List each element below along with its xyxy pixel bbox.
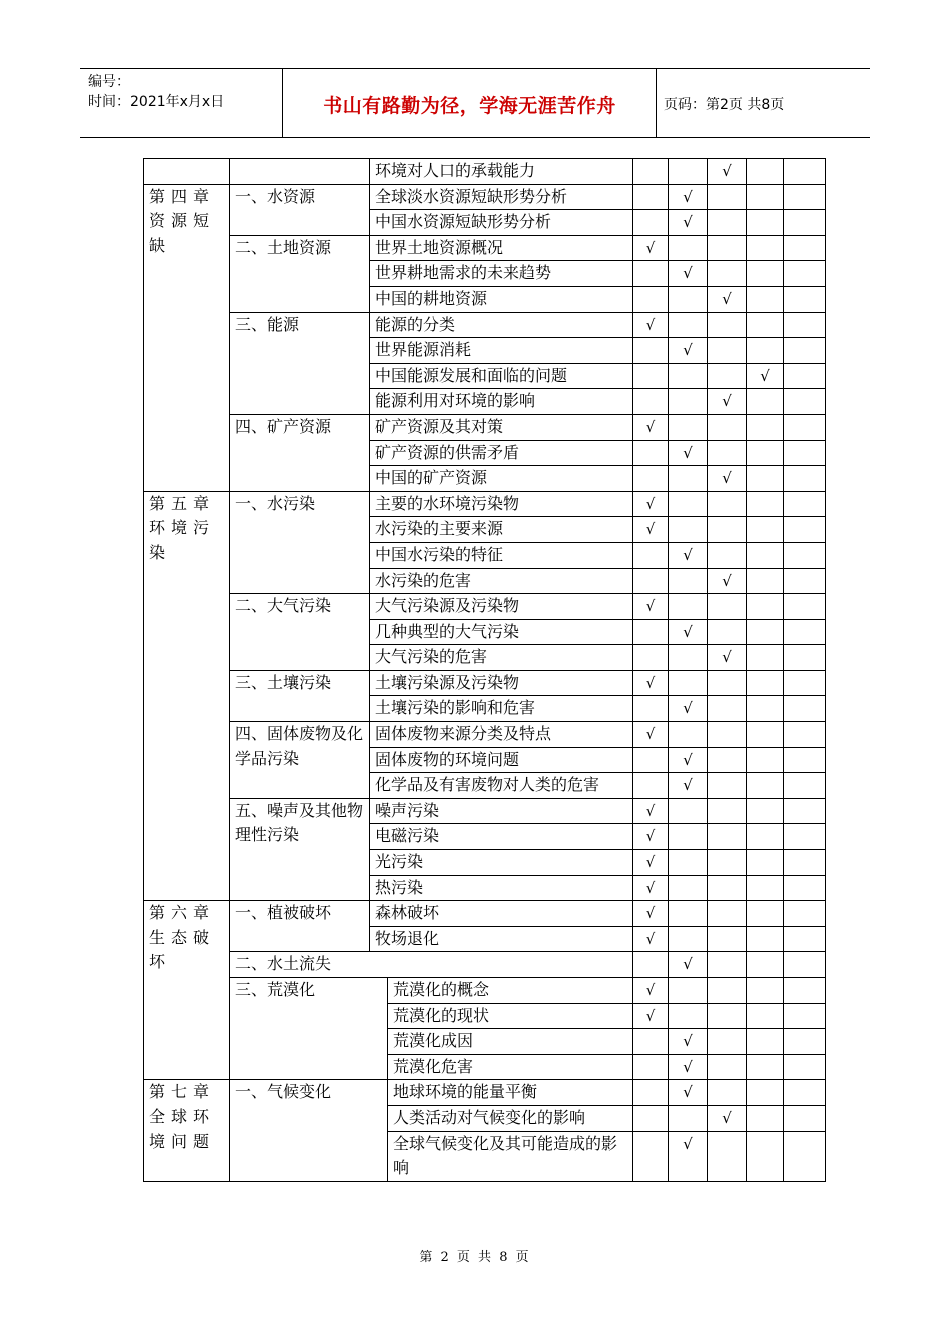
mark-cell: [633, 1029, 669, 1055]
topic-cell: 世界耕地需求的未来趋势: [370, 261, 633, 287]
topic-cell: 森林破坏: [370, 901, 633, 927]
topic-cell: 矿产资源及其对策: [370, 414, 633, 440]
mark-cell: [708, 235, 747, 261]
mark-cell: √: [669, 210, 708, 236]
mark-cell: [747, 235, 784, 261]
mark-cell: [747, 159, 784, 185]
mark-cell: [747, 645, 784, 671]
mark-cell: [784, 824, 826, 850]
mark-cell: [784, 645, 826, 671]
mark-cell: [747, 210, 784, 236]
header-meta: [80, 69, 289, 137]
header-page-info: [656, 69, 870, 137]
section-cell: 二、水土流失: [230, 952, 633, 978]
topic-cell: 中国的矿产资源: [370, 466, 633, 492]
mark-cell: [633, 696, 669, 722]
topic-cell: 中国水资源短缺形势分析: [370, 210, 633, 236]
mark-cell: √: [633, 670, 669, 696]
mark-cell: [669, 1105, 708, 1131]
mark-cell: [747, 261, 784, 287]
mark-cell: [708, 491, 747, 517]
mark-cell: √: [669, 261, 708, 287]
section-cell: 一、气候变化: [230, 1080, 388, 1181]
topic-cell: 中国能源发展和面临的问题: [370, 363, 633, 389]
time-label: 时间：2021年x月x日: [88, 94, 225, 110]
mark-cell: [633, 466, 669, 492]
page-info-text: 页码：第2页 共8页: [664, 97, 785, 113]
mark-cell: [669, 824, 708, 850]
mark-cell: [784, 798, 826, 824]
topic-cell: 光污染: [370, 850, 633, 876]
mark-cell: √: [669, 773, 708, 799]
mark-cell: [784, 926, 826, 952]
mark-cell: [633, 261, 669, 287]
mark-cell: [633, 389, 669, 415]
mark-cell: [669, 926, 708, 952]
mark-cell: [747, 619, 784, 645]
table-row: [144, 235, 826, 261]
mark-cell: [669, 670, 708, 696]
mark-cell: [708, 798, 747, 824]
mark-cell: √: [708, 1105, 747, 1131]
mark-cell: √: [633, 722, 669, 748]
mark-cell: [784, 286, 826, 312]
chapter-cell: 第四章资源短缺: [144, 184, 230, 491]
mark-cell: √: [633, 926, 669, 952]
mark-cell: [784, 875, 826, 901]
syllabus-table: [143, 158, 826, 1182]
mark-cell: [784, 850, 826, 876]
mark-cell: [633, 159, 669, 185]
mark-cell: [633, 1080, 669, 1106]
section-cell: [230, 159, 370, 185]
mark-cell: [747, 926, 784, 952]
mark-cell: [784, 491, 826, 517]
section-cell: 一、水资源: [230, 184, 370, 235]
topic-cell: 全球气候变化及其可能造成的影响: [388, 1131, 633, 1181]
mark-cell: [669, 235, 708, 261]
mark-cell: [669, 414, 708, 440]
mark-cell: [747, 901, 784, 927]
topic-cell: 荒漠化成因: [388, 1029, 633, 1055]
chapter-cell: 第七章全球环境问题: [144, 1080, 230, 1181]
mark-cell: [633, 1054, 669, 1080]
mark-cell: [633, 363, 669, 389]
mark-cell: [747, 338, 784, 364]
mark-cell: [747, 824, 784, 850]
topic-cell: 全球淡水资源短缺形势分析: [370, 184, 633, 210]
mark-cell: [747, 414, 784, 440]
mark-cell: [669, 517, 708, 543]
mark-cell: [633, 773, 669, 799]
table-row: [144, 978, 826, 1004]
mark-cell: [784, 363, 826, 389]
mark-cell: [708, 261, 747, 287]
mark-cell: [784, 773, 826, 799]
mark-cell: √: [633, 824, 669, 850]
mark-cell: [669, 645, 708, 671]
topic-cell: 电磁污染: [370, 824, 633, 850]
mark-cell: [633, 568, 669, 594]
mark-cell: [708, 1003, 747, 1029]
topic-cell: 水污染的主要来源: [370, 517, 633, 543]
topic-cell: 荒漠化危害: [388, 1054, 633, 1080]
mark-cell: [747, 568, 784, 594]
mark-cell: [633, 440, 669, 466]
mark-cell: [784, 159, 826, 185]
mark-cell: √: [708, 466, 747, 492]
mark-cell: [784, 389, 826, 415]
mark-cell: √: [669, 440, 708, 466]
mark-cell: √: [669, 747, 708, 773]
section-cell: 三、土壤污染: [230, 670, 370, 721]
topic-cell: 热污染: [370, 875, 633, 901]
mark-cell: [747, 773, 784, 799]
mark-cell: [747, 1054, 784, 1080]
mark-cell: [633, 286, 669, 312]
mark-cell: [784, 1054, 826, 1080]
mark-cell: [669, 978, 708, 1004]
mark-cell: [784, 1131, 826, 1181]
topic-cell: 矿产资源的供需矛盾: [370, 440, 633, 466]
chapter-cell: [144, 159, 230, 185]
mark-cell: √: [633, 1003, 669, 1029]
section-cell: 二、大气污染: [230, 594, 370, 671]
mark-cell: [747, 1029, 784, 1055]
table-row: [144, 491, 826, 517]
mark-cell: [708, 594, 747, 620]
topic-cell: 牧场退化: [370, 926, 633, 952]
mark-cell: [669, 159, 708, 185]
mark-cell: [747, 466, 784, 492]
mark-cell: √: [633, 978, 669, 1004]
mark-cell: [633, 1105, 669, 1131]
mark-cell: [633, 184, 669, 210]
mark-cell: [747, 850, 784, 876]
topic-cell: 地球环境的能量平衡: [388, 1080, 633, 1106]
mark-cell: [708, 210, 747, 236]
mark-cell: [747, 696, 784, 722]
mark-cell: [708, 363, 747, 389]
table-row: [144, 159, 826, 185]
mark-cell: √: [633, 875, 669, 901]
mark-cell: [708, 875, 747, 901]
mark-cell: [708, 850, 747, 876]
mark-cell: [669, 363, 708, 389]
mark-cell: [669, 286, 708, 312]
mark-cell: [747, 491, 784, 517]
mark-cell: [747, 670, 784, 696]
mark-cell: [708, 312, 747, 338]
mark-cell: [708, 670, 747, 696]
topic-cell: 中国的耕地资源: [370, 286, 633, 312]
mark-cell: [633, 210, 669, 236]
section-cell: 二、土地资源: [230, 235, 370, 312]
mark-cell: [708, 824, 747, 850]
topic-cell: 环境对人口的承载能力: [370, 159, 633, 185]
topic-cell: 土壤污染的影响和危害: [370, 696, 633, 722]
mark-cell: [784, 670, 826, 696]
mark-cell: [784, 542, 826, 568]
mark-cell: [747, 875, 784, 901]
mark-cell: [784, 312, 826, 338]
mark-cell: [633, 1131, 669, 1181]
mark-cell: [633, 747, 669, 773]
mark-cell: [669, 722, 708, 748]
mark-cell: [784, 184, 826, 210]
mark-cell: [784, 696, 826, 722]
page-footer: 第 2 页 共 8 页: [419, 1250, 531, 1265]
mark-cell: [784, 235, 826, 261]
mark-cell: [747, 286, 784, 312]
mark-cell: [708, 978, 747, 1004]
mark-cell: [784, 414, 826, 440]
mark-cell: [708, 747, 747, 773]
page-header: [80, 68, 870, 138]
number-label: 编号：: [88, 74, 130, 90]
mark-cell: [747, 542, 784, 568]
mark-cell: [669, 594, 708, 620]
mark-cell: [633, 619, 669, 645]
mark-cell: [633, 542, 669, 568]
section-cell: 一、水污染: [230, 491, 370, 593]
mark-cell: [708, 1131, 747, 1181]
mark-cell: [708, 1080, 747, 1106]
mark-cell: [669, 568, 708, 594]
mark-cell: √: [633, 414, 669, 440]
mark-cell: [747, 517, 784, 543]
mark-cell: [708, 722, 747, 748]
mark-cell: [708, 184, 747, 210]
mark-cell: √: [747, 363, 784, 389]
mark-cell: [633, 338, 669, 364]
mark-cell: √: [633, 517, 669, 543]
mark-cell: [708, 414, 747, 440]
mark-cell: [708, 1029, 747, 1055]
mark-cell: √: [708, 389, 747, 415]
table-row: [144, 798, 826, 824]
mark-cell: √: [708, 645, 747, 671]
mark-cell: [669, 1003, 708, 1029]
section-cell: 三、能源: [230, 312, 370, 414]
mark-cell: [708, 619, 747, 645]
topic-cell: 世界土地资源概况: [370, 235, 633, 261]
topic-cell: 土壤污染源及污染物: [370, 670, 633, 696]
mark-cell: [784, 978, 826, 1004]
topic-cell: 噪声污染: [370, 798, 633, 824]
mark-cell: [708, 1054, 747, 1080]
motto-text: 书山有路勤为径，学海无涯苦作舟: [323, 95, 616, 117]
mark-cell: [708, 696, 747, 722]
mark-cell: [669, 850, 708, 876]
mark-cell: [747, 1080, 784, 1106]
mark-cell: √: [633, 850, 669, 876]
mark-cell: [708, 901, 747, 927]
topic-cell: 固体废物来源分类及特点: [370, 722, 633, 748]
topic-cell: 化学品及有害废物对人类的危害: [370, 773, 633, 799]
mark-cell: [669, 901, 708, 927]
mark-cell: [784, 466, 826, 492]
table-row: [144, 901, 826, 927]
table-row: [144, 414, 826, 440]
table-row: [144, 952, 826, 978]
mark-cell: √: [669, 696, 708, 722]
mark-cell: [784, 1080, 826, 1106]
table-row: [144, 1080, 826, 1106]
mark-cell: [784, 440, 826, 466]
mark-cell: [747, 312, 784, 338]
mark-cell: √: [669, 184, 708, 210]
table-row: [144, 722, 826, 748]
mark-cell: [708, 926, 747, 952]
mark-cell: √: [633, 312, 669, 338]
mark-cell: [747, 1003, 784, 1029]
mark-cell: [747, 184, 784, 210]
mark-cell: √: [633, 594, 669, 620]
table-row: [144, 312, 826, 338]
mark-cell: √: [633, 235, 669, 261]
mark-cell: [747, 389, 784, 415]
mark-cell: [747, 1131, 784, 1181]
mark-cell: √: [669, 542, 708, 568]
topic-cell: 几种典型的大气污染: [370, 619, 633, 645]
mark-cell: [669, 798, 708, 824]
chapter-cell: 第六章生态破坏: [144, 901, 230, 1080]
mark-cell: [747, 747, 784, 773]
mark-cell: [669, 389, 708, 415]
mark-cell: [784, 901, 826, 927]
topic-cell: 大气污染源及污染物: [370, 594, 633, 620]
mark-cell: √: [669, 1080, 708, 1106]
topic-cell: 主要的水环境污染物: [370, 491, 633, 517]
table-row: [144, 670, 826, 696]
topic-cell: 人类活动对气候变化的影响: [388, 1105, 633, 1131]
mark-cell: √: [708, 286, 747, 312]
section-cell: 一、植被破坏: [230, 901, 370, 952]
mark-cell: [784, 619, 826, 645]
topic-cell: 荒漠化的现状: [388, 1003, 633, 1029]
mark-cell: [784, 210, 826, 236]
topic-cell: 世界能源消耗: [370, 338, 633, 364]
mark-cell: [669, 875, 708, 901]
mark-cell: [747, 440, 784, 466]
mark-cell: [708, 440, 747, 466]
mark-cell: √: [669, 1054, 708, 1080]
mark-cell: [784, 1003, 826, 1029]
mark-cell: [669, 466, 708, 492]
mark-cell: [669, 491, 708, 517]
topic-cell: 荒漠化的概念: [388, 978, 633, 1004]
chapter-cell: 第五章环境污染: [144, 491, 230, 901]
mark-cell: [708, 542, 747, 568]
mark-cell: √: [708, 568, 747, 594]
mark-cell: √: [669, 1029, 708, 1055]
mark-cell: [747, 952, 784, 978]
mark-cell: [708, 773, 747, 799]
mark-cell: √: [708, 159, 747, 185]
mark-cell: [784, 338, 826, 364]
mark-cell: [747, 798, 784, 824]
mark-cell: [708, 952, 747, 978]
mark-cell: √: [633, 491, 669, 517]
mark-cell: √: [669, 338, 708, 364]
mark-cell: [633, 645, 669, 671]
mark-cell: [633, 952, 669, 978]
mark-cell: [747, 978, 784, 1004]
topic-cell: 固体废物的环境问题: [370, 747, 633, 773]
mark-cell: [784, 261, 826, 287]
mark-cell: [708, 517, 747, 543]
table-row: [144, 594, 826, 620]
mark-cell: √: [633, 901, 669, 927]
mark-cell: [784, 952, 826, 978]
mark-cell: [784, 1105, 826, 1131]
section-cell: 三、荒漠化: [230, 978, 388, 1080]
mark-cell: [708, 338, 747, 364]
mark-cell: √: [669, 952, 708, 978]
topic-cell: 水污染的危害: [370, 568, 633, 594]
topic-cell: 大气污染的危害: [370, 645, 633, 671]
section-cell: 四、固体废物及化学品污染: [230, 722, 370, 799]
mark-cell: [784, 747, 826, 773]
mark-cell: [784, 722, 826, 748]
mark-cell: √: [633, 798, 669, 824]
mark-cell: √: [669, 619, 708, 645]
topic-cell: 能源利用对环境的影响: [370, 389, 633, 415]
mark-cell: [747, 1105, 784, 1131]
mark-cell: √: [669, 1131, 708, 1181]
mark-cell: [747, 722, 784, 748]
mark-cell: [747, 594, 784, 620]
header-motto: [282, 69, 657, 137]
mark-cell: [784, 594, 826, 620]
mark-cell: [784, 1029, 826, 1055]
mark-cell: [669, 312, 708, 338]
section-cell: 五、噪声及其他物理性污染: [230, 798, 370, 900]
topic-cell: 能源的分类: [370, 312, 633, 338]
section-cell: 四、矿产资源: [230, 414, 370, 491]
mark-cell: [784, 568, 826, 594]
mark-cell: [784, 517, 826, 543]
topic-cell: 中国水污染的特征: [370, 542, 633, 568]
table-row: [144, 184, 826, 210]
